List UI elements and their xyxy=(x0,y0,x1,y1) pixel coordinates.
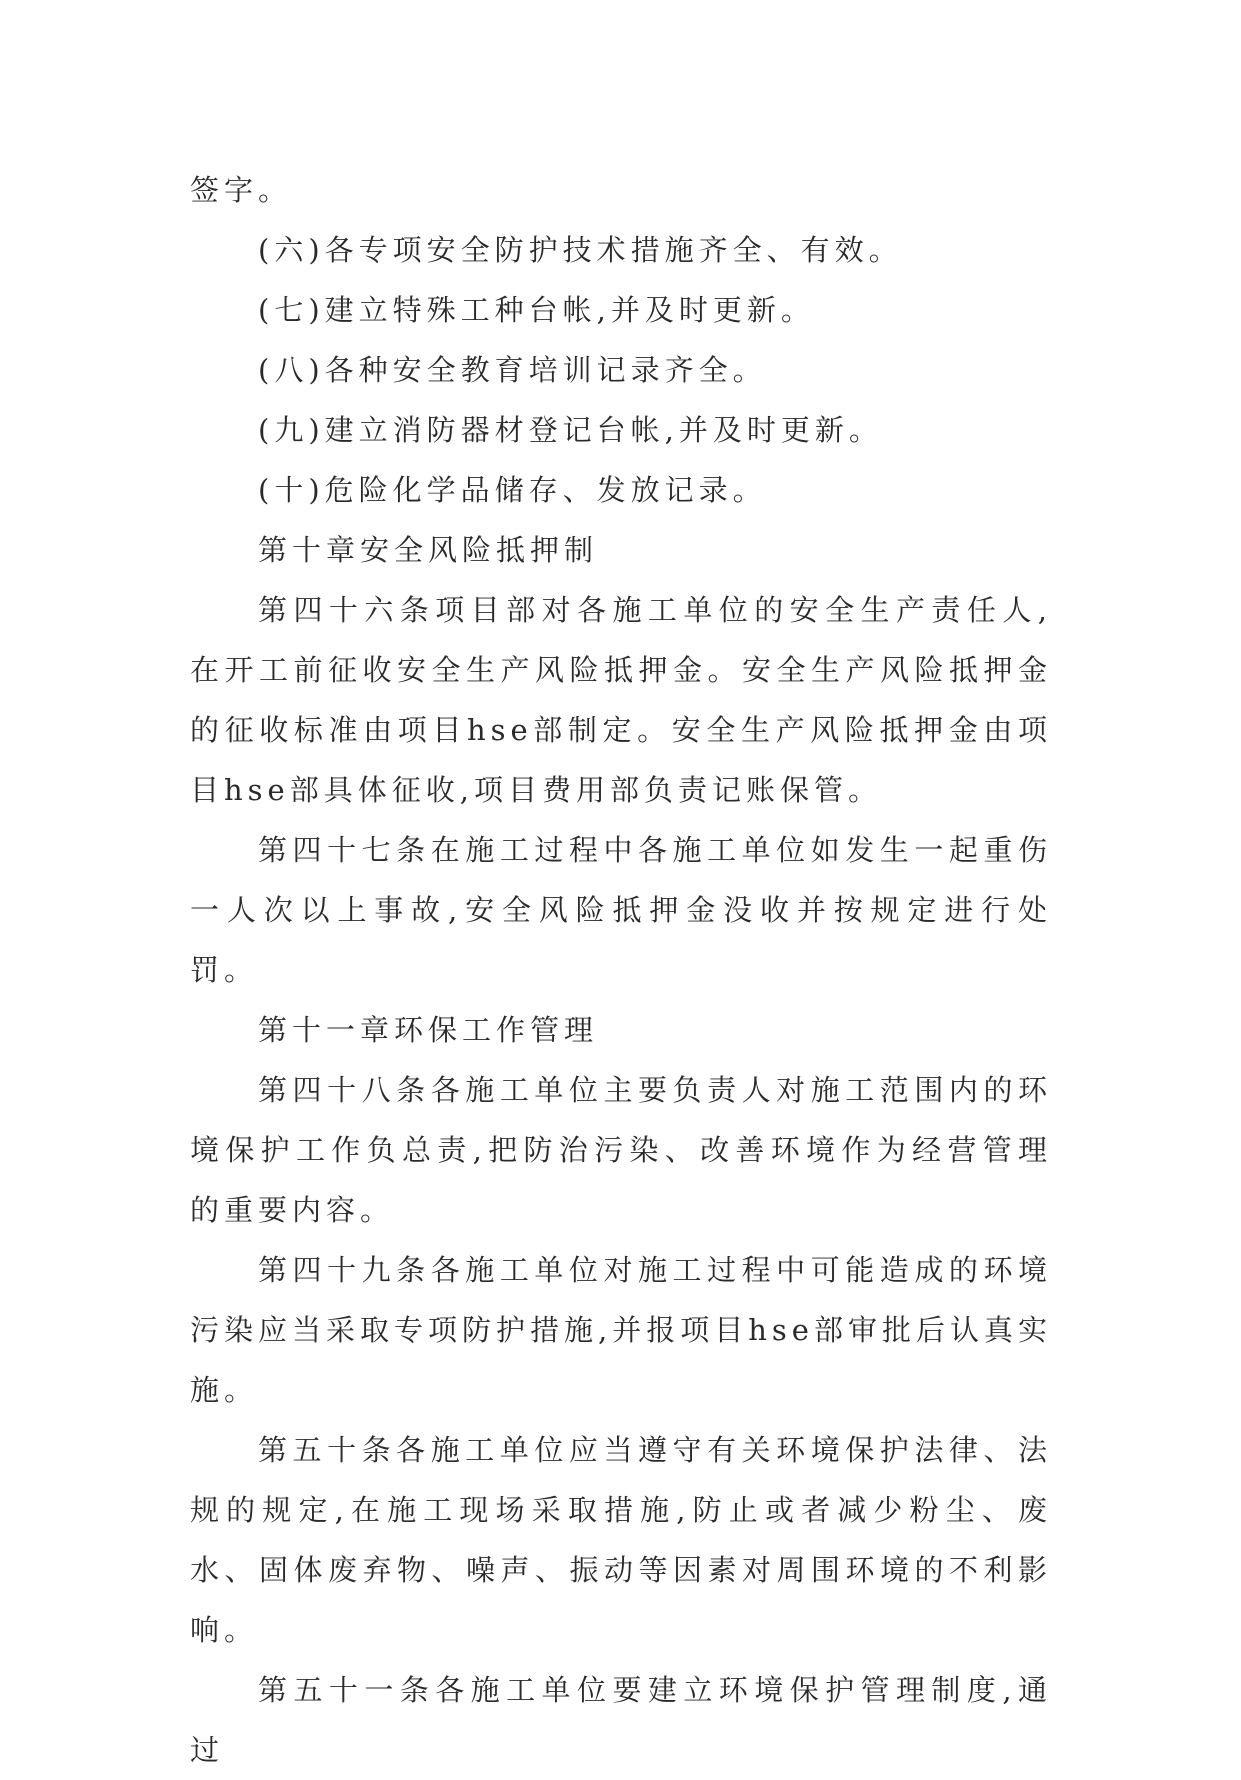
list-item-9: (九)建立消防器材登记台帐,并及时更新。 xyxy=(258,413,883,447)
article-51: 第五十一条各施工单位要建立环境保护管理制度,通过 xyxy=(190,1673,1052,1767)
chapter-heading-11: 第十一章环保工作管理 xyxy=(258,1013,599,1047)
article-48: 第四十八条各施工单位主要负责人对施工范围内的环境保护工作负总责,把防治污染、改善环境作为经营管理的重要内容。 xyxy=(190,1073,1052,1227)
article-47: 第四十七条在施工过程中各施工单位如发生一起重伤一人次以上事故,安全风险抵押金没收并按规定进行处罚。 xyxy=(190,833,1052,987)
list-item-8: (八)各种安全教育培训记录齐全。 xyxy=(258,353,767,387)
chapter-heading-10: 第十章安全风险抵押制 xyxy=(258,533,599,567)
article-46: 第四十六条项目部对各施工单位的安全生产责任人,在开工前征收安全生产风险抵押金。安全生产风险抵押金的征收标准由项目hse部制定。安全生产风险抵押金由项目hse部具体征收,项目费用部负责记账保管。 xyxy=(190,593,1052,807)
article-50: 第五十条各施工单位应当遵守有关环境保护法律、法规的规定,在施工现场采取措施,防止或者减少粉尘、废水、固体废弃物、噪声、振动等因素对周围环境的不利影响。 xyxy=(190,1433,1052,1647)
list-item-7: (七)建立特殊工种台帐,并及时更新。 xyxy=(258,293,815,327)
list-item-6: (六)各专项安全防护技术措施齐全、有效。 xyxy=(258,233,903,267)
document-body xyxy=(190,160,1052,1780)
article-49: 第四十九条各施工单位对施工过程中可能造成的环境污染应当采取专项防护措施,并报项目hse部审批后认真实施。 xyxy=(190,1253,1052,1407)
paragraph-continuation: 签字。 xyxy=(190,173,293,207)
list-item-10: (十)危险化学品储存、发放记录。 xyxy=(258,473,767,507)
